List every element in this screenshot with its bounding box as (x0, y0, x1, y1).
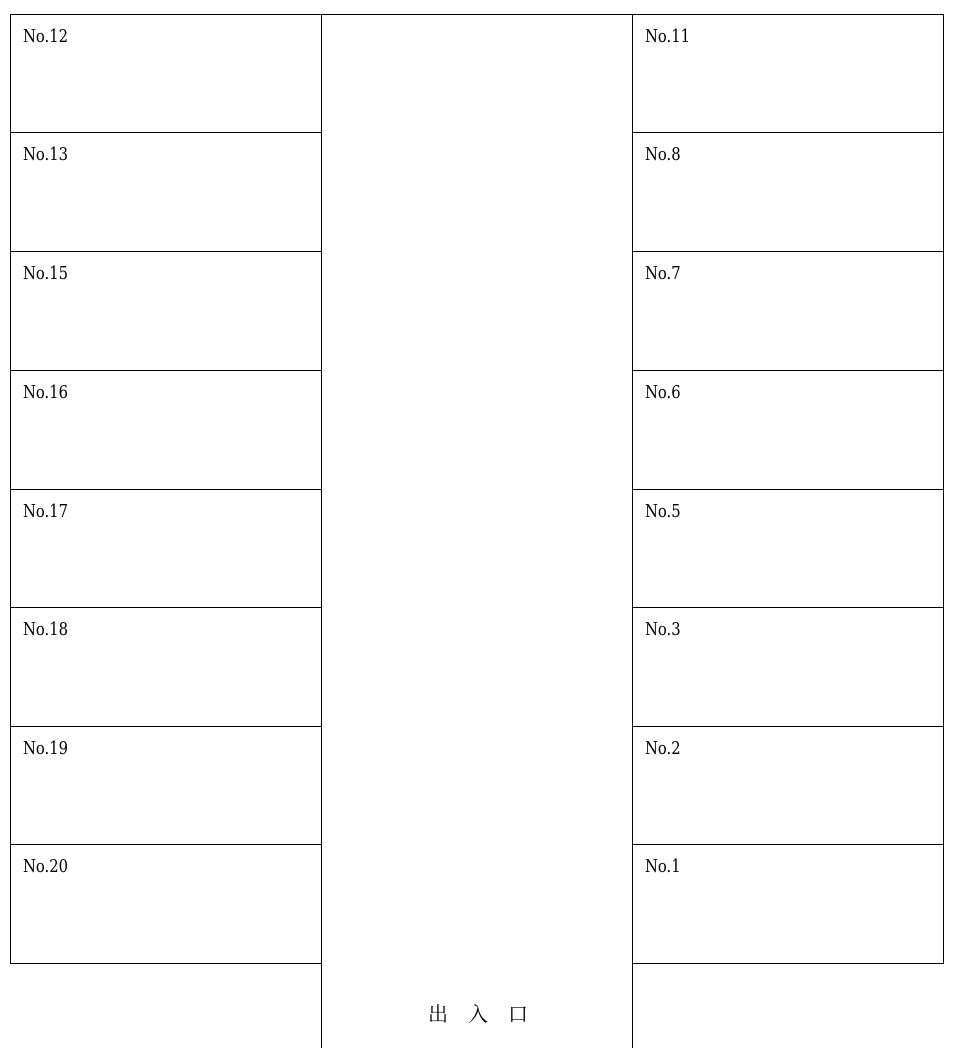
stall-number-label: No.11 (645, 26, 691, 47)
aisle-top-edge (321, 14, 633, 15)
stall-number-label: No.3 (645, 619, 681, 640)
stall-number-label: No.8 (645, 144, 681, 165)
stall-number-label: No.12 (23, 26, 69, 47)
stall-number-label: No.18 (23, 619, 69, 640)
stall-left-3[interactable] (10, 251, 322, 371)
stall-right-1[interactable] (632, 14, 944, 133)
stall-right-3[interactable] (632, 251, 944, 371)
stall-left-2[interactable] (10, 132, 322, 252)
stall-left-1[interactable] (10, 14, 322, 133)
stall-number-label: No.17 (23, 501, 69, 522)
stall-right-7[interactable] (632, 726, 944, 845)
stall-number-label: No.2 (645, 738, 681, 759)
stall-number-label: No.19 (23, 738, 69, 759)
stall-number-label: No.16 (23, 382, 69, 403)
stall-number-label: No.6 (645, 382, 681, 403)
stall-number-label: No.15 (23, 263, 69, 284)
stall-right-5[interactable] (632, 489, 944, 608)
stall-number-label: No.5 (645, 501, 681, 522)
stall-right-2[interactable] (632, 132, 944, 252)
entrance-label: 出入口 (428, 1002, 548, 1026)
stall-number-label: No.20 (23, 856, 69, 877)
stall-left-4[interactable] (10, 370, 322, 490)
stall-right-8[interactable] (632, 844, 944, 964)
stall-left-6[interactable] (10, 607, 322, 727)
stall-left-8[interactable] (10, 844, 322, 964)
stall-left-5[interactable] (10, 489, 322, 608)
stall-number-label: No.7 (645, 263, 681, 284)
stall-left-7[interactable] (10, 726, 322, 845)
stall-right-4[interactable] (632, 370, 944, 490)
stall-right-6[interactable] (632, 607, 944, 727)
stall-number-label: No.13 (23, 144, 69, 165)
stall-number-label: No.1 (645, 856, 681, 877)
